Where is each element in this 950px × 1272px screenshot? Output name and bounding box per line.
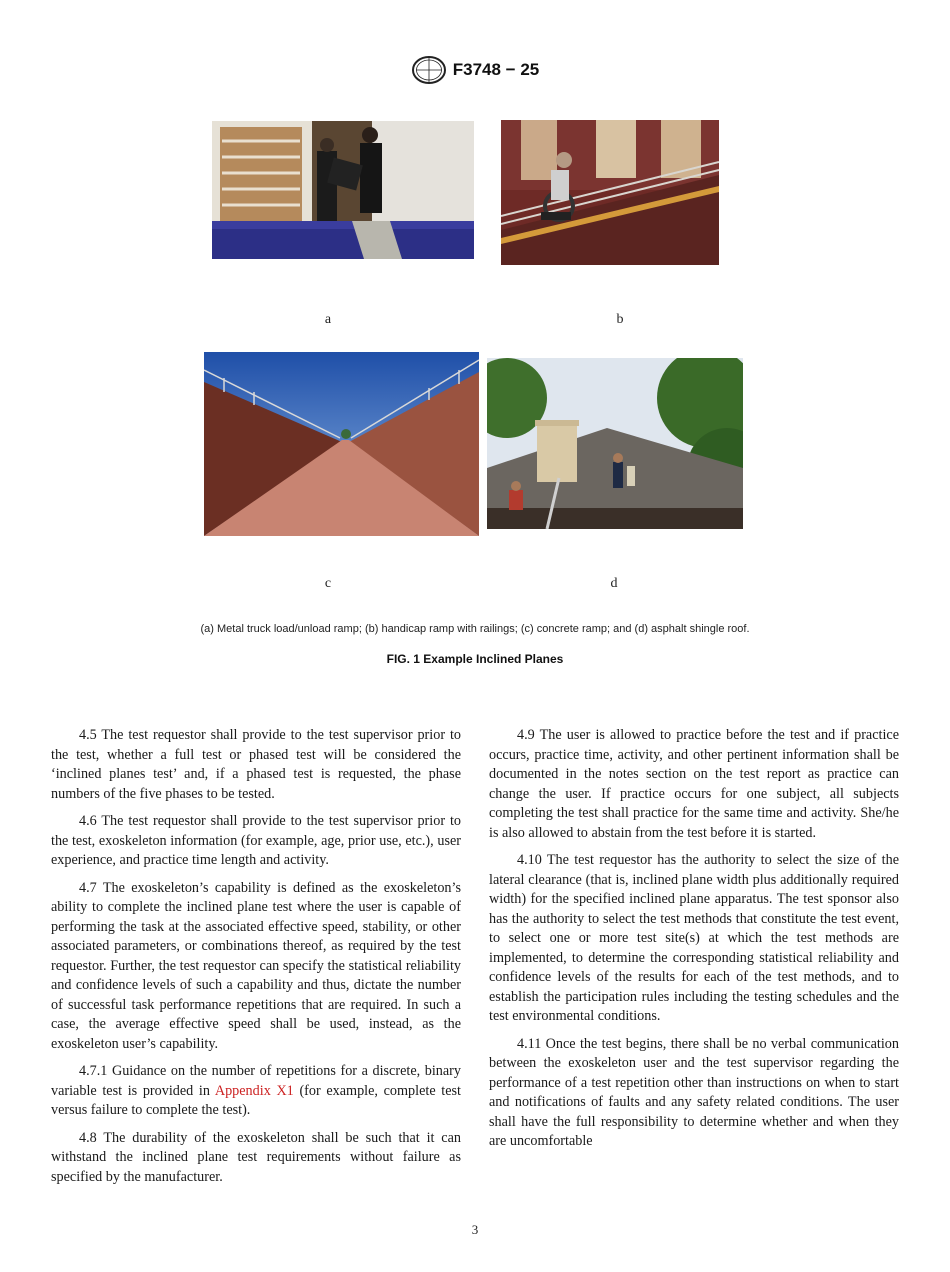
appendix-x1-link[interactable]: Appendix X1 xyxy=(214,1082,294,1099)
photo-c-concrete-ramp xyxy=(204,352,479,536)
paragraph-4-7-1-text-end: (for example, complete test versus failure to complete the test). xyxy=(51,1082,461,1118)
right-column xyxy=(489,726,899,1160)
panel-label-a: a xyxy=(324,312,332,327)
paragraph-4-7-1-text-start: 4.7.1 Guidance on the number of repetitions for a discrete, binary variable test is provided in xyxy=(51,1063,461,1099)
page-header xyxy=(0,54,950,86)
panel-label-c: c xyxy=(324,576,332,591)
photo-b-handicap-ramp xyxy=(501,120,719,265)
photo-a-truck-ramp xyxy=(212,121,474,259)
document-designation: F3748 − 25 xyxy=(452,60,540,79)
left-column xyxy=(51,726,461,1195)
panel-label-d: d xyxy=(610,576,618,591)
figure-title: FIG. 1 Example Inclined Planes xyxy=(386,652,564,666)
page-number: 3 xyxy=(471,1222,479,1237)
paragraph-4-5: 4.5 The test requestor shall provide to the test supervisor prior to the test, whether a full test or phased test will be considered the ‘inclined planes test’ and, if a phased test is requested, the phase numbers of the five phases to be tested. xyxy=(51,727,461,802)
photo-d-shingle-roof xyxy=(487,358,743,529)
figure-caption: (a) Metal truck load/unload ramp; (b) handicap ramp with railings; (c) concrete ramp; and (d) asphalt shingle roof. xyxy=(200,623,750,635)
paragraph-4-7: 4.7 The exoskeleton’s capability is defined as the exoskeleton’s ability to complete the inclined plane test where the user is capable of performing the task at the associated effective speed, stability, or other associated parameters, or combinations thereof, as required by the test requestor. Further, the test requestor can specify the statistical reliability and confidence levels of such a capability and thus, dictate the number of successful task performance repetitions that are required. In such a case, the average effective speed shall be used, instead, as the exoskeleton user’s capability. xyxy=(51,879,461,1052)
paragraph-4-8: 4.8 The durability of the exoskeleton shall be such that it can withstand the inclined plane test requirements without failure as specified by the manufacturer. xyxy=(51,1129,461,1185)
panel-label-b: b xyxy=(616,312,624,327)
paragraph-4-7-1 xyxy=(51,1062,461,1121)
paragraph-4-10: 4.10 The test requestor has the authority to select the size of the lateral clearance (that is, inclined plane width plus additionally required width) for the specified inclined plane apparatus. The test sponsor also has the authority to select the test methods that constitute the test event, to select one or more test site(s) at which the test methods are implemented, to determine the corresponding statistical reliability and confidence levels of the results for each of the test methods, and to establish the participation rules including the testing schedules and the test environmental conditions. xyxy=(489,852,899,1024)
paragraph-4-9: 4.9 The user is allowed to practice before the test and if practice occurs, practice time, activity, and other pertinent information shall be documented in the notes section on the test report as practice can change the user. If practice occurs for one subject, all subjects completing the test shall practice for the same time and activity. She/he is also allowed to abstain from the test before it is started. xyxy=(489,727,899,841)
astm-logo-icon xyxy=(411,55,447,85)
paragraph-4-11: 4.11 Once the test begins, there shall be no verbal communication between the exoskeleton user and the test supervisor regarding the performance of a test repetition other than instructions on when to start and notifications of faults and any safety related conditions. The user shall have the full responsibility to determine whether and when they are uncomfortable xyxy=(489,1035,899,1149)
paragraph-4-6: 4.6 The test requestor shall provide to the test supervisor prior to the test, exoskeleton information (for example, age, prior use, etc.), user experience, and practice time length and activity. xyxy=(51,813,461,868)
